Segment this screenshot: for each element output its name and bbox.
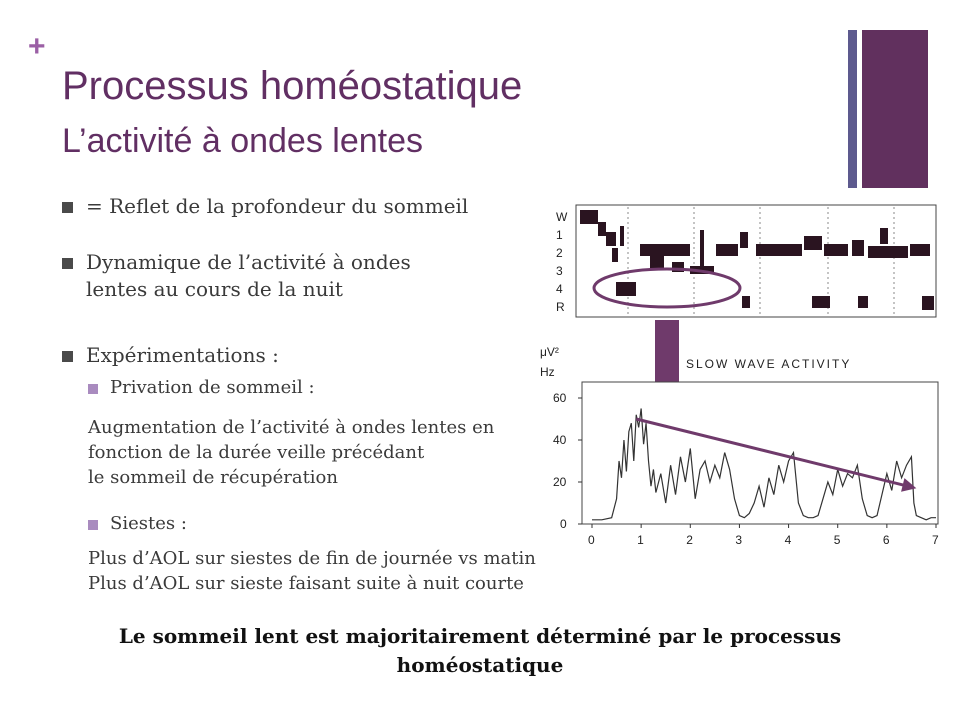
slide-subtitle: L’activité à ondes lentes bbox=[62, 122, 424, 160]
stage-label-W: W bbox=[556, 210, 568, 224]
hypnogram-stage-block bbox=[620, 226, 624, 246]
hypnogram-stage-block bbox=[740, 232, 748, 248]
conclusion-line-1: Le sommeil lent est majoritairement déterminé par le processus bbox=[118, 624, 842, 648]
stage-label-3: 3 bbox=[556, 264, 563, 278]
bullet-2-line-1: Dynamique de l’activité à ondes bbox=[86, 250, 411, 274]
hypnogram-stage-block bbox=[742, 296, 750, 308]
hypnogram bbox=[556, 205, 936, 317]
swa-ylabel-top: μV² bbox=[540, 345, 559, 359]
swa-title: SLOW WAVE ACTIVITY bbox=[686, 357, 852, 371]
hypnogram-stage-block bbox=[612, 248, 618, 262]
bullet-3-text: Expérimentations : bbox=[86, 343, 279, 367]
slide-title: Processus homéostatique bbox=[62, 64, 523, 108]
x-tick-label: 2 bbox=[686, 533, 693, 547]
swa-frame bbox=[582, 382, 938, 524]
hypnogram-stage-block bbox=[824, 244, 848, 256]
x-tick-label: 4 bbox=[784, 533, 792, 547]
hypnogram-stage-block bbox=[910, 244, 930, 256]
hypnogram-stage-block bbox=[922, 296, 934, 310]
y-tick-label: 40 bbox=[553, 433, 567, 447]
hypnogram-stage-block bbox=[598, 222, 606, 236]
y-tick-label: 20 bbox=[553, 475, 567, 489]
para-line: fonction de la durée veille précédant bbox=[88, 442, 425, 463]
stage-label-R: R bbox=[556, 300, 565, 314]
hypnogram-stage-block bbox=[640, 244, 690, 256]
x-tick-label: 3 bbox=[735, 533, 743, 547]
x-tick-label: 5 bbox=[833, 533, 841, 547]
conclusion-line-2: homéostatique bbox=[396, 653, 564, 677]
hypnogram-stage-block bbox=[700, 230, 704, 266]
hypnogram-stage-block bbox=[650, 256, 664, 268]
plus-mark: + bbox=[28, 30, 46, 63]
x-tick-label: 6 bbox=[882, 533, 890, 547]
hypnogram-stage-block bbox=[606, 232, 616, 246]
hypnogram-stage-block bbox=[812, 296, 830, 308]
hypnogram-stage-block bbox=[852, 240, 864, 256]
x-tick-label: 1 bbox=[637, 533, 644, 547]
conclusion bbox=[0, 622, 960, 680]
stage-label-4: 4 bbox=[556, 282, 563, 296]
para-line: Augmentation de l’activité à ondes lentes en bbox=[88, 417, 495, 438]
para-line: Plus d’AOL sur sieste faisant suite à nuit courte bbox=[88, 573, 524, 594]
hypnogram-stage-block bbox=[756, 244, 802, 256]
hypnogram-stage-block bbox=[616, 282, 636, 296]
sub-bullet-1-label: Privation de sommeil : bbox=[110, 377, 315, 398]
swa-chart bbox=[540, 345, 939, 547]
x-tick-label: 0 bbox=[588, 533, 595, 547]
bullet-2-line-2: lentes au cours de la nuit bbox=[86, 277, 343, 301]
hypnogram-stage-block bbox=[804, 236, 822, 250]
hypnogram-stage-block bbox=[716, 244, 738, 256]
hypnogram-frame bbox=[576, 205, 936, 317]
sub-bullet-2-label: Siestes : bbox=[110, 513, 187, 534]
stage-label-2: 2 bbox=[556, 246, 563, 260]
hypnogram-stage-block bbox=[880, 228, 888, 244]
y-tick-label: 0 bbox=[560, 517, 567, 531]
hypnogram-stage-block bbox=[858, 296, 868, 308]
stage-label-1: 1 bbox=[556, 228, 563, 242]
x-tick-label: 7 bbox=[932, 533, 939, 547]
hypnogram-stage-block bbox=[868, 246, 908, 258]
bullet-1-text: = Reflet de la profondeur du sommeil bbox=[86, 194, 469, 218]
swa-ylabel-bottom: Hz bbox=[540, 365, 555, 379]
para-line: le sommeil de récupération bbox=[88, 467, 338, 488]
hypnogram-stage-block bbox=[580, 210, 598, 224]
para-line: Plus d’AOL sur siestes de fin de journée vs matin bbox=[88, 548, 536, 569]
y-tick-label: 60 bbox=[553, 391, 567, 405]
